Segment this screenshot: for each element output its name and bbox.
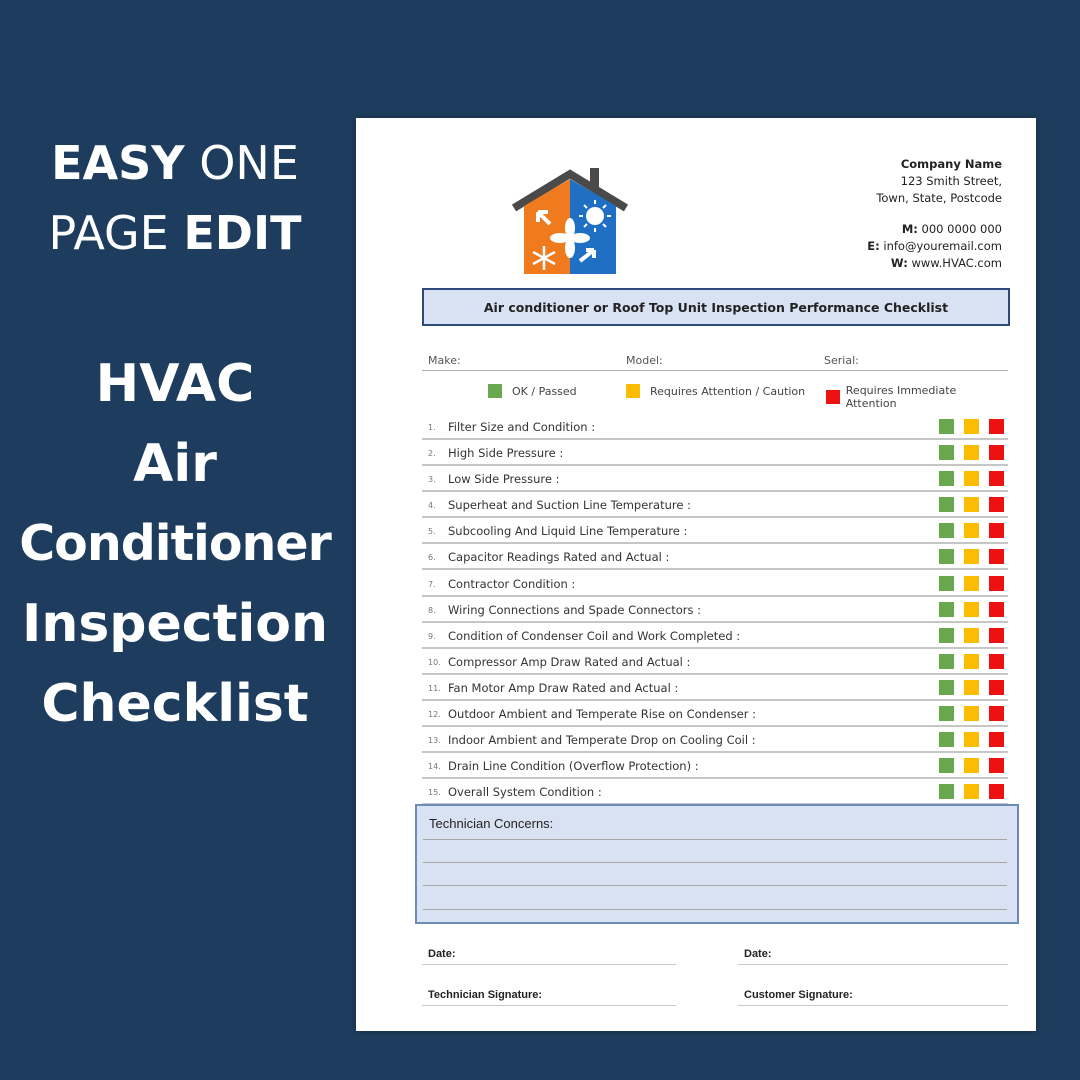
status-boxes	[929, 523, 1004, 538]
date-left-label: Date:	[428, 948, 456, 960]
technician-concerns-label: Technician Concerns:	[429, 816, 554, 831]
concerns-line	[423, 885, 1007, 886]
status-legend	[422, 384, 1008, 410]
status-boxes	[929, 497, 1004, 512]
checklist-row	[422, 651, 1008, 675]
status-caution-checkbox[interactable]	[964, 758, 979, 773]
date-right-line[interactable]	[738, 964, 1008, 965]
company-email: E: info@youremail.com	[867, 239, 1002, 253]
date-left-line[interactable]	[422, 964, 676, 965]
status-ok-checkbox[interactable]	[939, 628, 954, 643]
status-immediate-checkbox[interactable]	[989, 471, 1004, 486]
status-caution-checkbox[interactable]	[964, 445, 979, 460]
checklist-row	[422, 494, 1008, 518]
checklist-row	[422, 755, 1008, 779]
status-ok-checkbox[interactable]	[939, 497, 954, 512]
date-right-label: Date:	[744, 948, 772, 960]
checklist-row	[422, 520, 1008, 544]
checklist-item-number: 1.	[428, 423, 436, 432]
concerns-line	[423, 839, 1007, 840]
company-address-line-1: 123 Smith Street,	[900, 174, 1002, 188]
promo-easy: EASY	[51, 136, 185, 190]
promo-title-line: HVAC	[95, 354, 255, 414]
promo-headline	[0, 128, 350, 268]
promo-line-1	[0, 128, 350, 198]
promo-title	[0, 344, 350, 744]
checklist-item-label: Condition of Condenser Coil and Work Completed :	[448, 628, 741, 643]
status-immediate-checkbox[interactable]	[989, 784, 1004, 799]
status-ok-checkbox[interactable]	[939, 784, 954, 799]
status-ok-checkbox[interactable]	[939, 419, 954, 434]
status-caution-checkbox[interactable]	[964, 680, 979, 695]
status-immediate-checkbox[interactable]	[989, 419, 1004, 434]
status-caution-checkbox[interactable]	[964, 732, 979, 747]
status-caution-checkbox[interactable]	[964, 419, 979, 434]
promo-edit: EDIT	[183, 206, 302, 260]
legend-green-swatch	[488, 384, 502, 398]
status-caution-checkbox[interactable]	[964, 628, 979, 643]
status-boxes	[929, 628, 1004, 643]
checklist-item-label: Indoor Ambient and Temperate Drop on Cooling Coil :	[448, 733, 756, 748]
hvac-house-logo-icon	[510, 166, 630, 276]
status-ok-checkbox[interactable]	[939, 523, 954, 538]
checklist-item-number: 3.	[428, 475, 436, 485]
checklist-item-label: High Side Pressure :	[448, 446, 564, 461]
status-immediate-checkbox[interactable]	[989, 732, 1004, 747]
promo-title-line: Conditioner	[19, 515, 331, 572]
status-immediate-checkbox[interactable]	[989, 445, 1004, 460]
company-website: W: www.HVAC.com	[890, 256, 1002, 270]
checklist-item-label: Wiring Connections and Spade Connectors :	[448, 602, 701, 617]
status-immediate-checkbox[interactable]	[989, 523, 1004, 538]
status-ok-checkbox[interactable]	[939, 680, 954, 695]
checklist-items	[422, 416, 1008, 807]
checklist-item-number: 5.	[428, 527, 436, 537]
legend-immediate	[826, 384, 1008, 410]
checklist-item-number: 10.	[428, 657, 441, 667]
checklist-row	[422, 599, 1008, 623]
promo-one: ONE	[199, 136, 299, 190]
make-model-serial-row	[422, 354, 1008, 371]
status-immediate-checkbox[interactable]	[989, 576, 1004, 591]
status-ok-checkbox[interactable]	[939, 471, 954, 486]
status-immediate-checkbox[interactable]	[989, 549, 1004, 564]
checklist-row	[422, 781, 1008, 805]
legend-ok	[488, 384, 577, 398]
status-ok-checkbox[interactable]	[939, 445, 954, 460]
promo-title-line: Checklist	[41, 674, 309, 734]
checklist-item-number: 12.	[428, 710, 441, 720]
status-ok-checkbox[interactable]	[939, 549, 954, 564]
status-immediate-checkbox[interactable]	[989, 497, 1004, 512]
status-caution-checkbox[interactable]	[964, 784, 979, 799]
legend-amber-swatch	[626, 384, 640, 398]
checklist-item-label: Subcooling And Liquid Line Temperature :	[448, 524, 688, 539]
checklist-item-number: 11.	[428, 683, 441, 693]
status-caution-checkbox[interactable]	[964, 549, 979, 564]
checklist-item-label: Outdoor Ambient and Temperate Rise on Condenser :	[448, 707, 756, 722]
checklist-item-label: Superheat and Suction Line Temperature :	[448, 498, 691, 513]
status-ok-checkbox[interactable]	[939, 758, 954, 773]
checklist-item-number: 8.	[428, 605, 436, 615]
customer-signature-label: Customer Signature:	[744, 989, 853, 1001]
status-boxes	[929, 602, 1004, 617]
legend-ok-label: OK / Passed	[512, 384, 577, 398]
technician-concerns-box[interactable]	[415, 804, 1019, 924]
checklist-item-number: 9.	[428, 631, 436, 641]
checklist-item-number: 7.	[428, 579, 436, 589]
status-caution-checkbox[interactable]	[964, 706, 979, 721]
promo-title-line: Air	[133, 434, 217, 494]
checklist-item-number: 2.	[428, 449, 436, 459]
company-name: Company Name	[900, 157, 1002, 171]
checklist-item-label: Filter Size and Condition :	[448, 420, 596, 434]
status-caution-checkbox[interactable]	[964, 576, 979, 591]
status-ok-checkbox[interactable]	[939, 654, 954, 669]
status-caution-checkbox[interactable]	[964, 654, 979, 669]
legend-caution	[626, 384, 805, 398]
status-immediate-checkbox[interactable]	[989, 680, 1004, 695]
status-boxes	[929, 706, 1004, 721]
status-immediate-checkbox[interactable]	[989, 706, 1004, 721]
concerns-line	[423, 862, 1007, 863]
legend-red-swatch	[826, 390, 840, 404]
status-ok-checkbox[interactable]	[939, 732, 954, 747]
serial-field-label: Serial:	[824, 354, 859, 367]
checklist-document	[356, 118, 1036, 1031]
checklist-item-number: 15.	[428, 788, 441, 798]
checklist-item-number: 6.	[428, 553, 436, 563]
status-boxes	[929, 576, 1004, 591]
concerns-line	[423, 909, 1007, 910]
status-boxes	[929, 445, 1004, 460]
checklist-item-label: Drain Line Condition (Overflow Protection) :	[448, 759, 699, 774]
status-immediate-checkbox[interactable]	[989, 628, 1004, 643]
status-immediate-checkbox[interactable]	[989, 758, 1004, 773]
checklist-item-number: 14.	[428, 762, 441, 772]
status-ok-checkbox[interactable]	[939, 706, 954, 721]
legend-caution-label: Requires Attention / Caution	[650, 384, 806, 398]
checklist-item-label: Fan Motor Amp Draw Rated and Actual :	[448, 680, 679, 695]
checklist-item-label: Capacitor Readings Rated and Actual :	[448, 550, 670, 565]
status-immediate-checkbox[interactable]	[989, 654, 1004, 669]
checklist-row	[422, 442, 1008, 466]
checklist-row	[422, 677, 1008, 701]
status-boxes	[929, 758, 1004, 773]
checklist-item-number: 4.	[428, 501, 436, 511]
company-address-line-2: Town, State, Postcode	[876, 191, 1002, 205]
company-mobile: M: 000 0000 000	[901, 222, 1002, 236]
checklist-row	[422, 573, 1008, 597]
checklist-item-label: Contractor Condition :	[448, 576, 576, 591]
technician-signature-line[interactable]	[422, 1005, 676, 1006]
checklist-item-label: Low Side Pressure :	[448, 472, 560, 487]
checklist-row	[422, 625, 1008, 649]
status-caution-checkbox[interactable]	[964, 497, 979, 512]
checklist-item-label: Overall System Condition :	[448, 785, 602, 800]
checklist-item-number: 13.	[428, 736, 441, 746]
checklist-row	[422, 416, 1008, 440]
model-field-label: Model:	[626, 354, 663, 367]
promo-line-2	[0, 198, 350, 268]
promo-title-line: Inspection	[21, 594, 329, 654]
status-caution-checkbox[interactable]	[964, 523, 979, 538]
status-boxes	[929, 680, 1004, 695]
status-caution-checkbox[interactable]	[964, 471, 979, 486]
checklist-row	[422, 729, 1008, 753]
legend-immediate-label: Requires Immediate Attention	[845, 384, 957, 410]
status-ok-checkbox[interactable]	[939, 576, 954, 591]
status-immediate-checkbox[interactable]	[989, 602, 1004, 617]
customer-signature-line[interactable]	[738, 1005, 1008, 1006]
status-boxes	[929, 471, 1004, 486]
status-boxes	[929, 654, 1004, 669]
checklist-row	[422, 546, 1008, 570]
checklist-row	[422, 468, 1008, 492]
status-boxes	[929, 549, 1004, 564]
company-info	[867, 156, 1002, 272]
checklist-item-label: Compressor Amp Draw Rated and Actual :	[448, 654, 691, 669]
promo-page: PAGE	[48, 206, 169, 260]
make-field-label: Make:	[428, 354, 461, 367]
status-boxes	[929, 732, 1004, 747]
status-boxes	[929, 784, 1004, 799]
status-ok-checkbox[interactable]	[939, 602, 954, 617]
document-title: Air conditioner or Roof Top Unit Inspection Performance Checklist	[422, 288, 1010, 326]
technician-signature-label: Technician Signature:	[428, 989, 543, 1001]
checklist-row	[422, 703, 1008, 727]
status-boxes	[929, 419, 1004, 434]
status-caution-checkbox[interactable]	[964, 602, 979, 617]
